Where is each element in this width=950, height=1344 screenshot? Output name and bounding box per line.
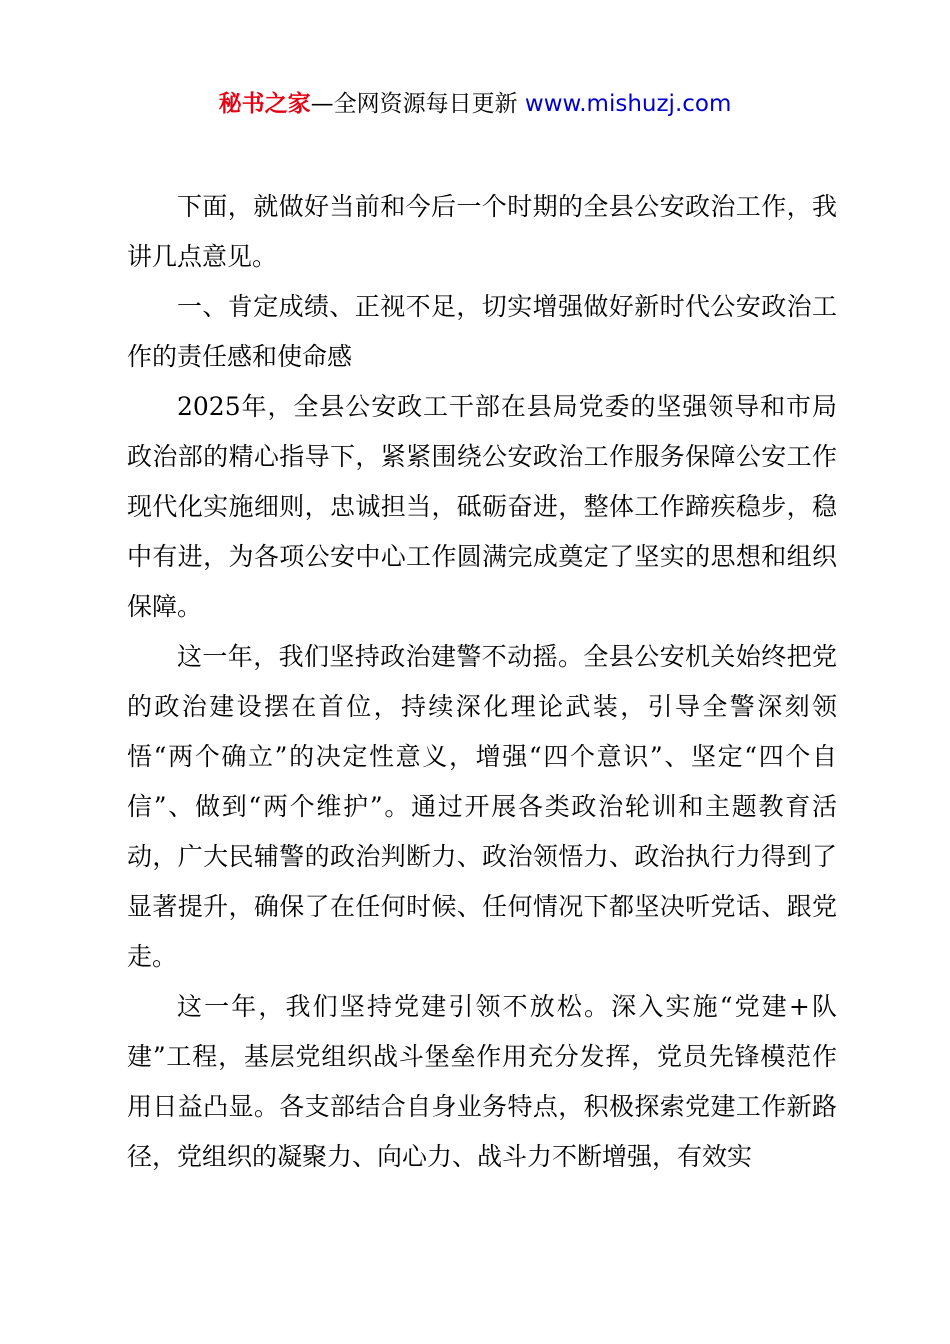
paragraph-party-building: 这一年，我们坚持党建引领不放松。深入实施“党建+队建”工程，基层党组织战斗堡垒作用充分发挥，党员先锋模范作用日益凸显。各支部结合自身业务特点，积极探索党建工作新路径，党组织的凝聚力、向心力、战斗力不断增强，有效实 — [127, 992, 837, 1171]
paragraph-intro: 下面，就做好当前和今后一个时期的全县公安政治工作，我讲几点意见。 — [127, 192, 837, 271]
paragraph-political-building: 这一年，我们坚持政治建警不动摇。全县公安机关始终把党的政治建设摆在首位，持续深化理论武装，引导全警深刻领悟“两个确立”的决定性意义，增强“四个意识”、坚定“四个自信”、做到“两个维护”。通过开展各类政治轮训和主题教育活动，广大民辅警的政治判断力、政治领悟力、政治执行力得到了显著提升，确保了在任何时候、任何情况下都坚决听党话、跟党走。 — [127, 642, 837, 971]
paragraph-2025-summary: 2025年，全县公安政工干部在县局党委的坚强领导和市局政治部的精心指导下，紧紧围绕公安政治工作服务保障公安工作现代化实施细则，忠诚担当，砥砺奋进，整体工作蹄疾稳步，稳中有进，为各项公安中心工作圆满完成奠定了坚实的思想和组织保障。 — [127, 392, 837, 621]
page-header — [0, 88, 950, 120]
document-body — [127, 182, 837, 1182]
brand-name: 秘书之家 — [218, 91, 311, 117]
section-heading-1: 一、肯定成绩、正视不足，切实增强做好新时代公安政治工作的责任感和使命感 — [127, 292, 837, 371]
header-slogan: —全网资源每日更新 — [310, 91, 518, 117]
website-link[interactable]: www.mishuzj.com — [524, 91, 732, 117]
